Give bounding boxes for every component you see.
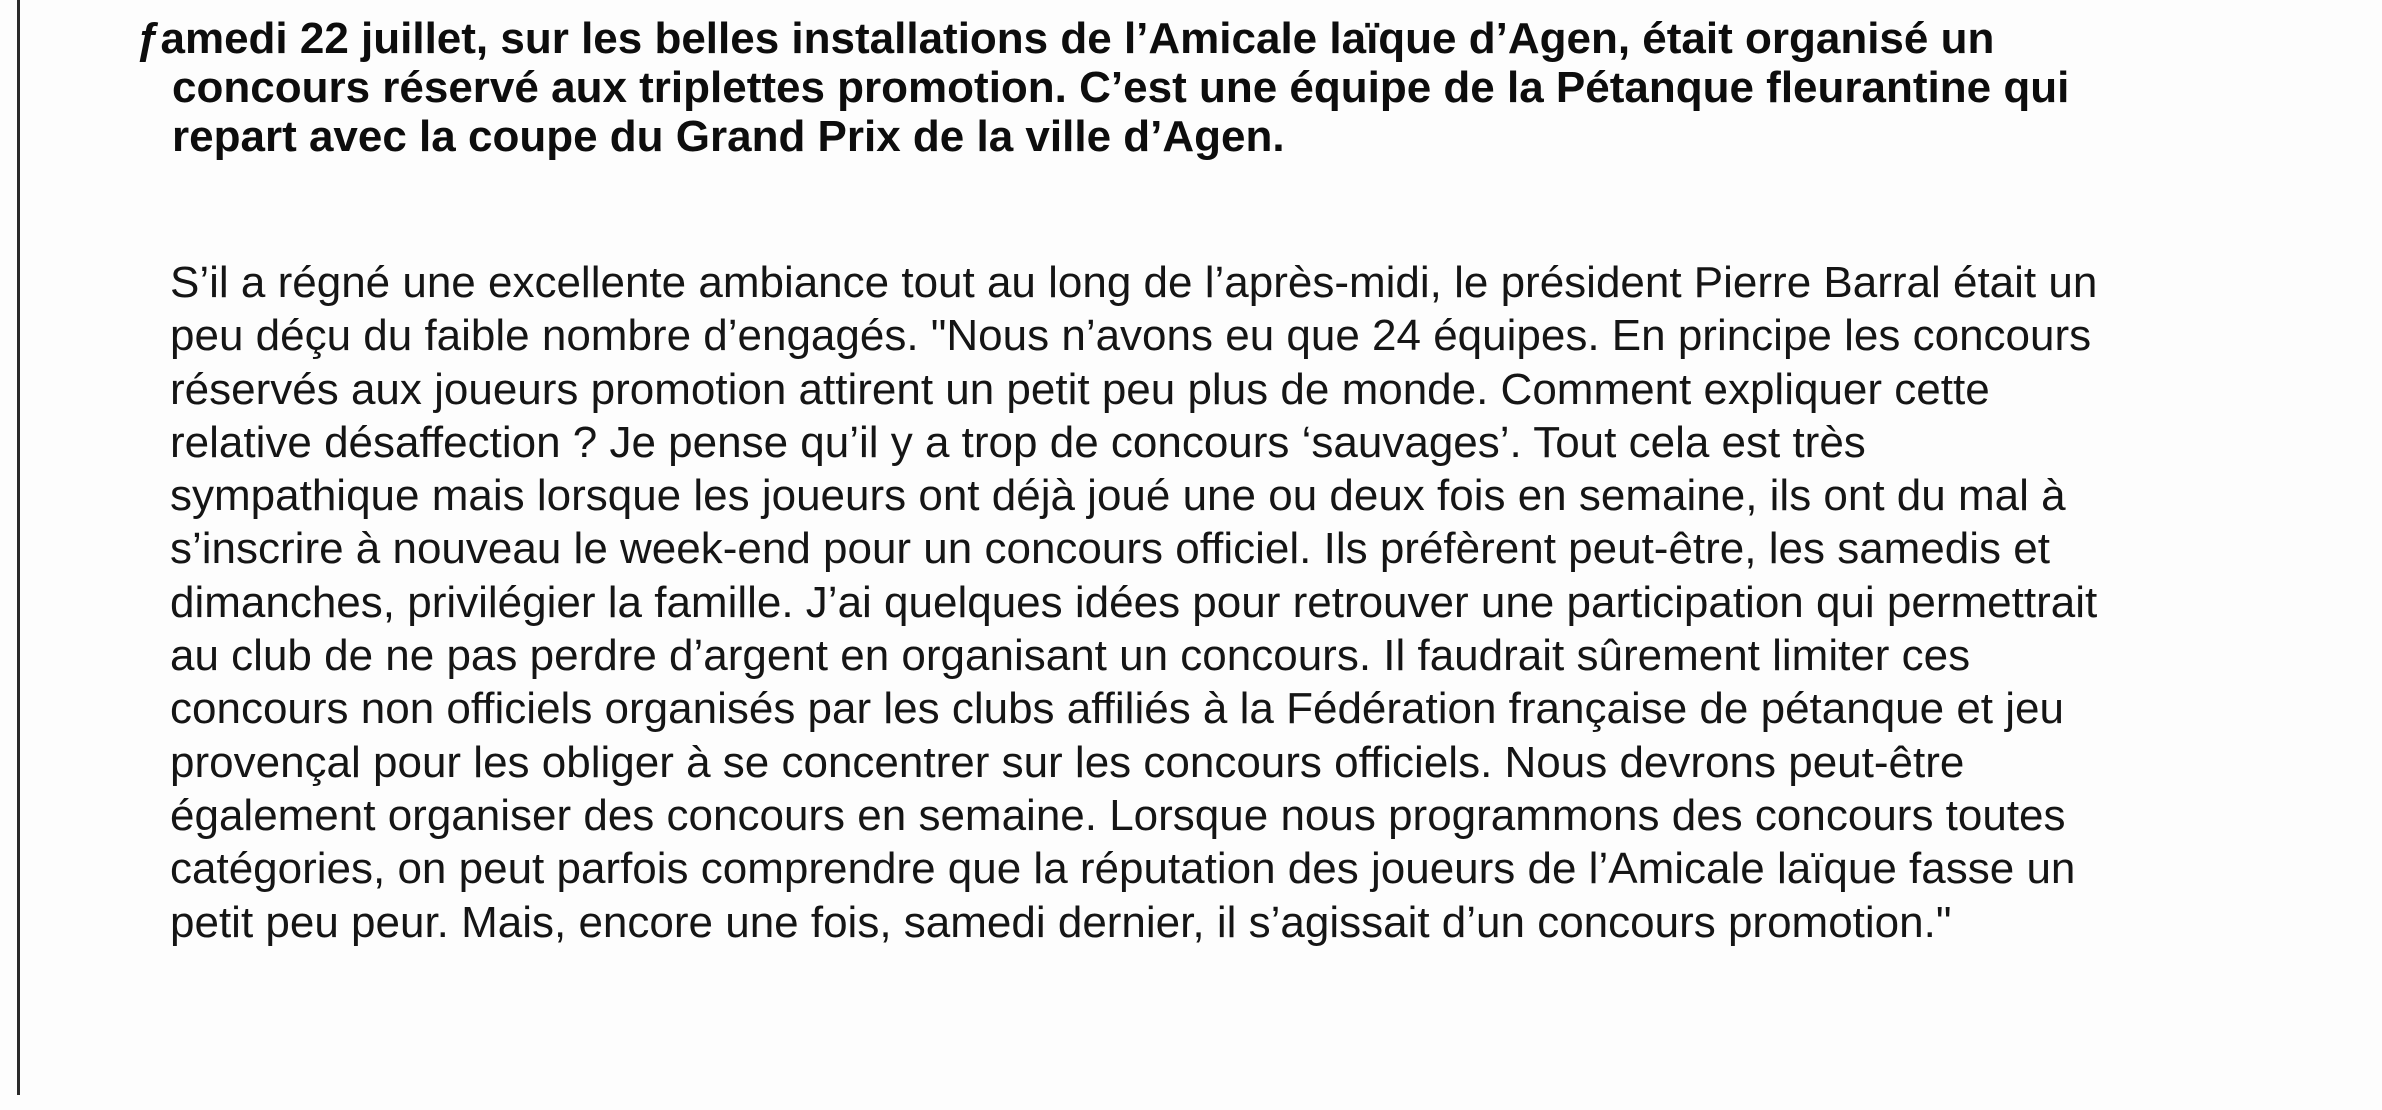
- body-line: dimanches, privilégier la famille. J’ai quelques idées pour retrouver une participation qui permettrait: [170, 577, 2098, 627]
- body-line: s’inscrire à nouveau le week-end pour un concours officiel. Ils préfèrent peut-être, les samedis et: [170, 524, 2050, 574]
- article-body: [170, 256, 2375, 949]
- body-line: provençal pour les obliger à se concentrer sur les concours officiels. Nous devrons peut-être: [170, 737, 1965, 787]
- body-line: sympathique mais lorsque les joueurs ont déjà joué une ou deux fois en semaine, ils ont du mal à: [170, 471, 2066, 521]
- page-edge-line: [17, 0, 20, 1095]
- article-lead: [136, 14, 2372, 161]
- body-line: réservés aux joueurs promotion attirent un petit peu plus de monde. Comment expliquer cette: [170, 364, 1990, 414]
- body-line: concours non officiels organisés par les clubs affiliés à la Fédération française de pétanque et jeu: [170, 684, 2064, 734]
- body-line: également organiser des concours en semaine. Lorsque nous programmons des concours toutes: [170, 790, 2066, 840]
- body-line: petit peu peur. Mais, encore une fois, samedi dernier, il s’agissait d’un concours promotion.": [170, 897, 1952, 947]
- lead-line: repart avec la coupe du Grand Prix de la ville d’Agen.: [172, 112, 1285, 161]
- lead-line: ƒamedi 22 juillet, sur les belles installations de l’Amicale laïque d’Agen, était organisé un: [136, 14, 1995, 63]
- body-line: S’il a régné une excellente ambiance tout au long de l’après-midi, le président Pierre Barral était un: [170, 258, 2098, 307]
- body-line: peu déçu du faible nombre d’engagés. "Nous n’avons eu que 24 équipes. En principe les concours: [170, 311, 2092, 361]
- lead-line: concours réservé aux triplettes promotion. C’est une équipe de la Pétanque fleurantine qui: [172, 63, 2070, 112]
- body-line: au club de ne pas perdre d’argent en organisant un concours. Il faudrait sûrement limiter ces: [170, 631, 1971, 681]
- body-line: relative désaffection ? Je pense qu’il y a trop de concours ‘sauvages’. Tout cela est très: [170, 417, 1866, 467]
- body-line: catégories, on peut parfois comprendre que la réputation des joueurs de l’Amicale laïque fasse un: [170, 844, 2076, 894]
